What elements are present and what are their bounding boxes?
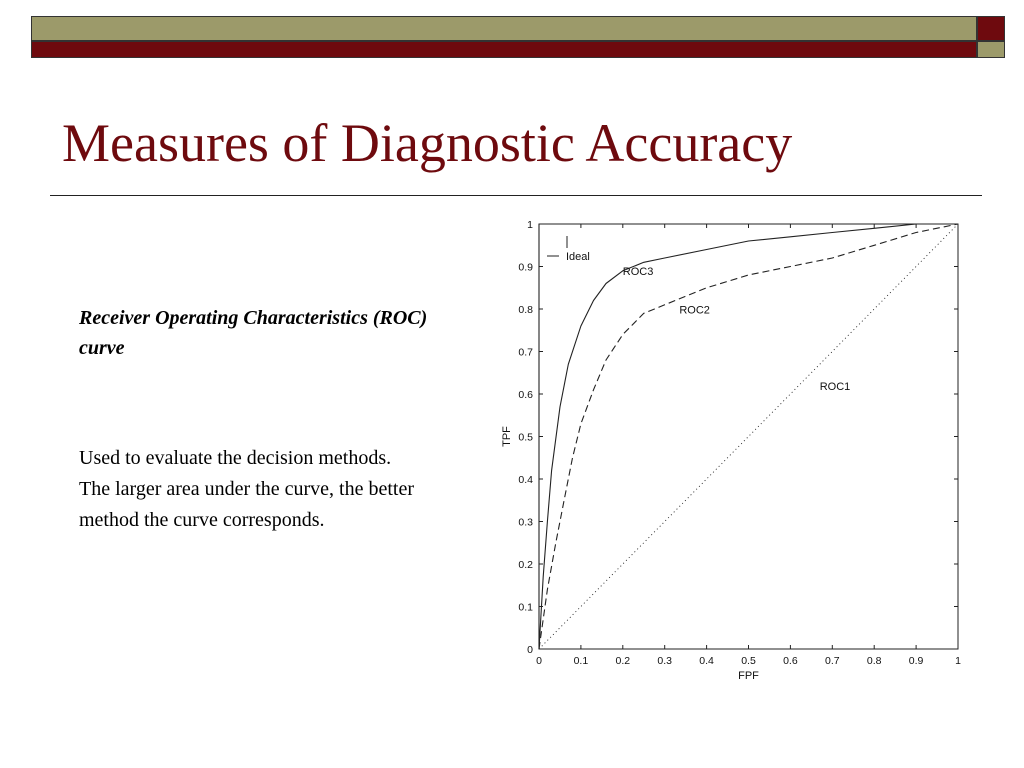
- curve-label-roc3: ROC3: [622, 266, 654, 278]
- curve-label-roc1: ROC1: [819, 380, 851, 393]
- curve-label-roc2: ROC2: [679, 304, 710, 317]
- x-axis-label: FPF: [738, 670, 759, 682]
- roc-chart-svg: [490, 210, 990, 690]
- x-tick-label: 0.7: [824, 655, 840, 667]
- y-tick-label: 0.1: [518, 601, 533, 614]
- y-tick-label: 0.9: [518, 261, 533, 274]
- banner-olive-band: [31, 16, 977, 41]
- title-banner: [31, 16, 1005, 58]
- y-tick-label: 0.5: [518, 431, 533, 444]
- chart-legend: [547, 236, 590, 263]
- slide-subtitle: Receiver Operating Characteristics (ROC) curve: [79, 307, 428, 359]
- y-tick-label: 1: [527, 219, 533, 231]
- x-tick-label: 1: [955, 655, 961, 667]
- x-tick-label: 0: [536, 655, 542, 667]
- slide-title: Measures of Diagnostic Accuracy: [62, 113, 793, 173]
- series-roc3: [539, 224, 958, 649]
- x-tick-label: 0.2: [615, 655, 631, 667]
- y-tick-label: 0.3: [518, 516, 533, 529]
- banner-maroon-square: [977, 16, 1005, 41]
- series-ideal: [539, 224, 958, 649]
- y-tick-label: 0.6: [518, 389, 533, 401]
- title-divider: [50, 195, 982, 196]
- legend-label-ideal: Ideal: [566, 251, 590, 263]
- y-tick-label: 0.8: [518, 304, 533, 316]
- x-tick-label: 0.8: [866, 655, 882, 667]
- y-axis-label: TPF: [501, 426, 513, 447]
- x-tick-label: 0.5: [741, 655, 756, 667]
- y-tick-label: 0: [527, 644, 533, 656]
- series-roc2: [539, 224, 958, 649]
- x-tick-label: 0.9: [908, 655, 924, 667]
- roc-chart: [490, 210, 990, 690]
- x-tick-label: 0.6: [783, 655, 798, 667]
- x-tick-label: 0.4: [699, 655, 714, 667]
- slide-description: Used to evaluate the decision methods. The larger area under the curve, the better method the curve corresponds.: [79, 447, 414, 531]
- banner-olive-square: [977, 41, 1005, 58]
- x-tick-label: 0.3: [657, 655, 673, 667]
- y-tick-label: 0.2: [518, 559, 533, 571]
- x-tick-label: 0.1: [573, 655, 589, 667]
- banner-maroon-band: [31, 41, 977, 58]
- y-tick-label: 0.4: [518, 474, 533, 486]
- plot-frame: [539, 224, 958, 649]
- y-tick-label: 0.7: [518, 346, 533, 359]
- series-roc1: [539, 224, 958, 649]
